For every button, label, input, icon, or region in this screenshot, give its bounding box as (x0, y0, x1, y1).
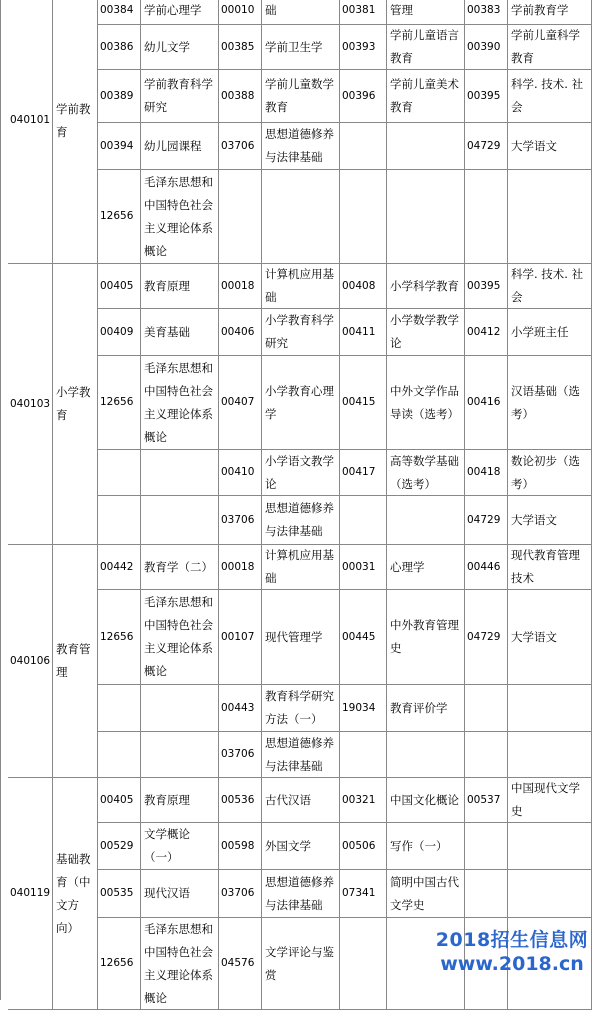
course-name: 学前教育科学研究 (141, 70, 219, 123)
course-name: 学前儿童数学教育 (262, 70, 340, 123)
course-code: 00395 (465, 264, 508, 309)
course-code: 12656 (98, 170, 141, 264)
course-name: 小学班主任 (508, 309, 592, 356)
course-name: 础 (262, 0, 340, 25)
course-code: 00417 (340, 450, 387, 496)
course-code: 00537 (465, 778, 508, 823)
course-code (465, 685, 508, 732)
course-name: 毛泽东思想和中国特色社会主义理论体系概论 (141, 170, 219, 264)
course-code: 04729 (465, 496, 508, 545)
course-code: 00385 (219, 25, 262, 70)
course-code: 00384 (98, 0, 141, 25)
course-code: 07341 (340, 870, 387, 918)
course-name: 计算机应用基础 (262, 545, 340, 590)
course-name: 中国文化概论 (387, 778, 465, 823)
course-name (508, 823, 592, 870)
major-code: 040101 (8, 0, 53, 264)
course-name: 教育原理 (141, 778, 219, 823)
course-code: 00388 (219, 70, 262, 123)
course-name (141, 732, 219, 778)
course-name: 外国文学 (262, 823, 340, 870)
course-code (465, 732, 508, 778)
course-name: 大学语文 (508, 590, 592, 685)
course-name: 教育学（二） (141, 545, 219, 590)
course-name: 学前儿童美术教育 (387, 70, 465, 123)
course-code: 00321 (340, 778, 387, 823)
course-name: 学前心理学 (141, 0, 219, 25)
course-code: 00411 (340, 309, 387, 356)
watermark-site-name: 2018招生信息网 (435, 929, 589, 951)
course-name: 数论初步（选考） (508, 450, 592, 496)
course-code: 00535 (98, 870, 141, 918)
course-name: 思想道德修养与法律基础 (262, 870, 340, 918)
course-code (465, 870, 508, 918)
course-name: 小学语文教学论 (262, 450, 340, 496)
course-name: 中国现代文学史 (508, 778, 592, 823)
course-name: 学前儿童语言教育 (387, 25, 465, 70)
course-name (508, 732, 592, 778)
course-name: 科学. 技术. 社会 (508, 264, 592, 309)
course-code: 00018 (219, 264, 262, 309)
course-code: 00389 (98, 70, 141, 123)
course-name (387, 123, 465, 170)
course-name: 幼儿文学 (141, 25, 219, 70)
course-name: 幼儿园课程 (141, 123, 219, 170)
course-name: 思想道德修养与法律基础 (262, 732, 340, 778)
course-code: 04576 (219, 918, 262, 1010)
course-name: 文学概论（一） (141, 823, 219, 870)
course-code (340, 170, 387, 264)
course-name (508, 685, 592, 732)
watermark-url: www.2018.cn (440, 953, 584, 975)
course-name (387, 496, 465, 545)
course-name: 管理 (387, 0, 465, 25)
course-code: 00598 (219, 823, 262, 870)
course-name: 心理学 (387, 545, 465, 590)
course-code: 00408 (340, 264, 387, 309)
course-name: 教育科学研究方法（一） (262, 685, 340, 732)
course-code: 03706 (219, 496, 262, 545)
course-name: 教育评价学 (387, 685, 465, 732)
course-code: 00445 (340, 590, 387, 685)
course-code: 00381 (340, 0, 387, 25)
course-name: 中外文学作品导读（选考） (387, 356, 465, 450)
course-name: 科学. 技术. 社会 (508, 70, 592, 123)
course-code (465, 823, 508, 870)
course-code: 03706 (219, 732, 262, 778)
course-name: 大学语文 (508, 496, 592, 545)
course-code: 00536 (219, 778, 262, 823)
course-name: 思想道德修养与法律基础 (262, 496, 340, 545)
site-watermark (432, 928, 592, 976)
major-code: 040106 (8, 545, 53, 778)
course-name: 简明中国古代文学史 (387, 870, 465, 918)
course-name: 现代教育管理技术 (508, 545, 592, 590)
course-code: 00416 (465, 356, 508, 450)
course-name: 写作（一） (387, 823, 465, 870)
course-code (340, 918, 387, 1010)
course-code (98, 450, 141, 496)
major-name: 小学教育 (53, 264, 98, 545)
course-name (262, 170, 340, 264)
course-name: 毛泽东思想和中国特色社会主义理论体系概论 (141, 356, 219, 450)
course-name: 中外教育管理史 (387, 590, 465, 685)
course-name: 美育基础 (141, 309, 219, 356)
course-name: 现代管理学 (262, 590, 340, 685)
course-code: 00407 (219, 356, 262, 450)
course-name: 小学教育心理学 (262, 356, 340, 450)
course-name: 文学评论与鉴赏 (262, 918, 340, 1010)
course-code (465, 170, 508, 264)
course-name: 高等数学基础（选考） (387, 450, 465, 496)
course-name: 大学语文 (508, 123, 592, 170)
course-code: 00506 (340, 823, 387, 870)
major-name: 教育管理 (53, 545, 98, 778)
course-name: 思想道德修养与法律基础 (262, 123, 340, 170)
course-code (219, 170, 262, 264)
course-name: 教育原理 (141, 264, 219, 309)
course-name: 学前教育学 (508, 0, 592, 25)
course-code: 00031 (340, 545, 387, 590)
course-code: 03706 (219, 870, 262, 918)
course-name: 学前儿童科学教育 (508, 25, 592, 70)
course-code: 00415 (340, 356, 387, 450)
course-code (98, 685, 141, 732)
course-name: 计算机应用基础 (262, 264, 340, 309)
course-name (387, 170, 465, 264)
course-name: 毛泽东思想和中国特色社会主义理论体系概论 (141, 590, 219, 685)
table-left-border (0, 0, 8, 1000)
course-name: 汉语基础（选考） (508, 356, 592, 450)
course-name: 小学数学教学论 (387, 309, 465, 356)
course-code: 00446 (465, 545, 508, 590)
course-name (508, 170, 592, 264)
course-code: 00393 (340, 25, 387, 70)
course-code: 00443 (219, 685, 262, 732)
course-code: 00390 (465, 25, 508, 70)
major-name: 基础教育（中文方向） (53, 778, 98, 1010)
course-name (387, 732, 465, 778)
course-code: 00396 (340, 70, 387, 123)
course-code: 12656 (98, 356, 141, 450)
course-code: 00442 (98, 545, 141, 590)
course-code: 00394 (98, 123, 141, 170)
course-name (141, 685, 219, 732)
course-code (340, 123, 387, 170)
course-code: 00107 (219, 590, 262, 685)
course-code: 00383 (465, 0, 508, 25)
course-code: 00386 (98, 25, 141, 70)
course-code: 04729 (465, 123, 508, 170)
course-name: 现代汉语 (141, 870, 219, 918)
course-name: 毛泽东思想和中国特色社会主义理论体系概论 (141, 918, 219, 1010)
course-name (141, 450, 219, 496)
course-code: 00410 (219, 450, 262, 496)
major-name: 学前教育 (53, 0, 98, 264)
course-code: 00529 (98, 823, 141, 870)
course-code (340, 732, 387, 778)
course-name: 学前卫生学 (262, 25, 340, 70)
course-code: 00406 (219, 309, 262, 356)
course-code: 12656 (98, 918, 141, 1010)
major-code: 040119 (8, 778, 53, 1010)
course-code (98, 732, 141, 778)
course-name: 小学教育科学研究 (262, 309, 340, 356)
major-code: 040103 (8, 264, 53, 545)
course-code: 00405 (98, 778, 141, 823)
course-code: 00418 (465, 450, 508, 496)
course-name (141, 496, 219, 545)
course-code: 00412 (465, 309, 508, 356)
course-code: 00018 (219, 545, 262, 590)
course-name: 古代汉语 (262, 778, 340, 823)
course-name: 小学科学教育 (387, 264, 465, 309)
course-code: 04729 (465, 590, 508, 685)
course-code: 19034 (340, 685, 387, 732)
course-code: 00395 (465, 70, 508, 123)
course-name (508, 870, 592, 918)
course-code: 12656 (98, 590, 141, 685)
course-code (340, 496, 387, 545)
course-code (98, 496, 141, 545)
course-code: 00405 (98, 264, 141, 309)
course-code: 00409 (98, 309, 141, 356)
course-code: 03706 (219, 123, 262, 170)
course-code: 00010 (219, 0, 262, 25)
